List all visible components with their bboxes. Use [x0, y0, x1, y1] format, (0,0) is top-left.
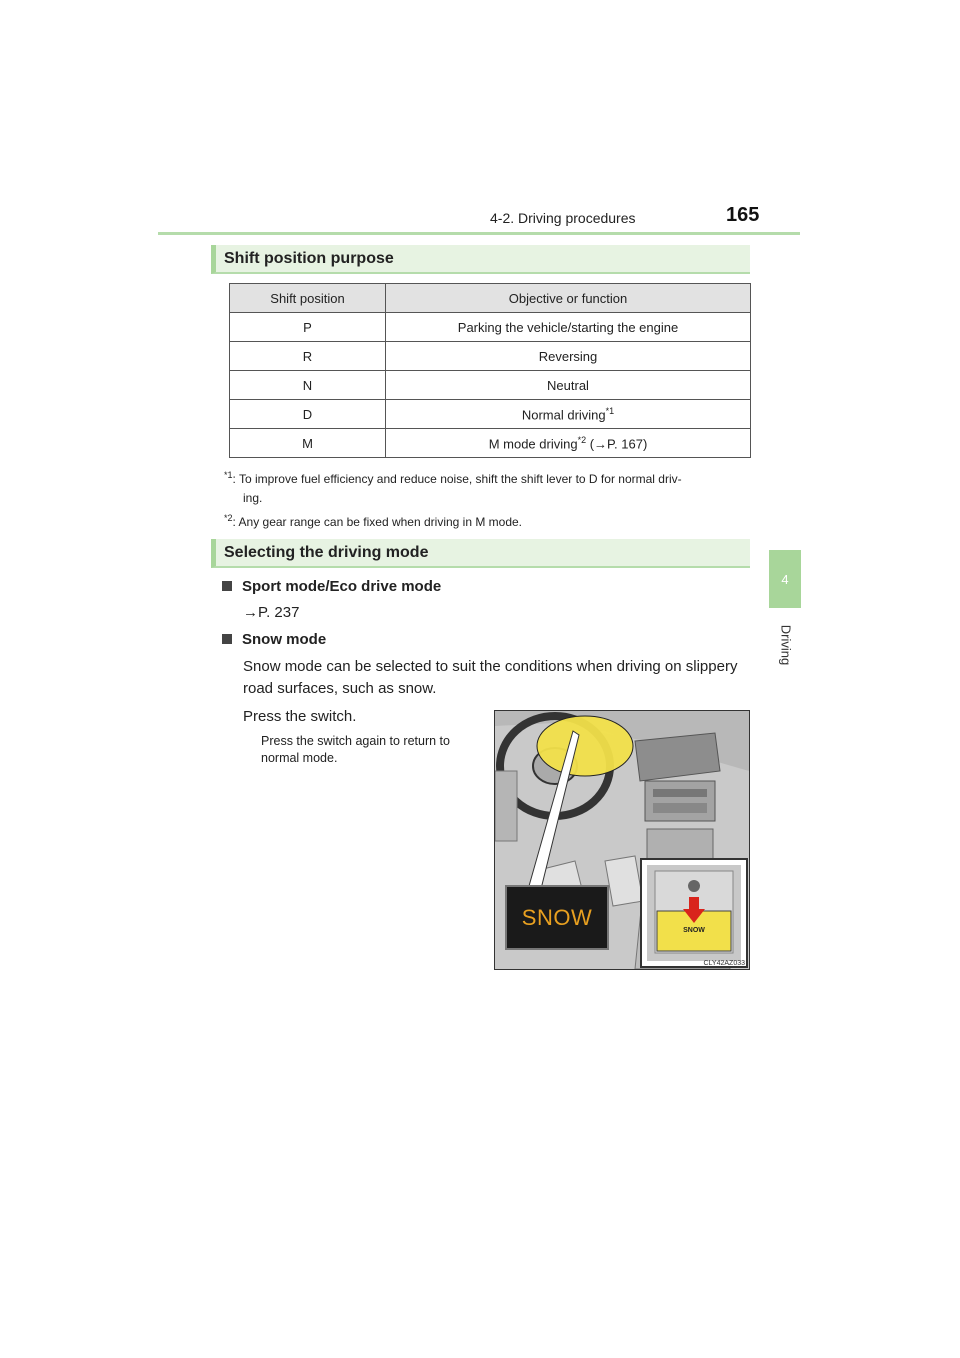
- column-header: Shift position: [230, 284, 386, 313]
- driving-mode-section-heading: [211, 539, 750, 568]
- shift-position-cell: P: [230, 313, 386, 342]
- page-number: 165: [726, 204, 760, 226]
- shift-position-cell: M: [230, 429, 386, 458]
- sport-mode-reference[interactable]: →P. 237: [243, 604, 300, 621]
- function-cell: Reversing: [386, 342, 751, 371]
- function-cell: M mode driving$^{*2}$ (→P. 167): [386, 429, 751, 458]
- table-row: [230, 400, 751, 429]
- footnote-2: [224, 509, 754, 532]
- chapter-label-text: Driving: [778, 624, 794, 666]
- shift-section-heading: [211, 245, 750, 274]
- table-row: [230, 371, 751, 400]
- shift-position-cell: N: [230, 371, 386, 400]
- footnote-text: : To improve fuel efficiency and reduce noise, shift the shift lever to D for normal driv-: [232, 472, 682, 486]
- footnote-1: [224, 466, 754, 508]
- table-row: [230, 342, 751, 371]
- page-reference[interactable]: (→P. 167): [586, 436, 648, 452]
- table-row: [230, 313, 751, 342]
- shift-position-cell: R: [230, 342, 386, 371]
- function-cell: Normal driving$^{*1}$: [386, 400, 751, 429]
- square-bullet-icon: [222, 634, 232, 644]
- footnote-continuation: ing.: [243, 491, 263, 505]
- snow-mode-instruction: Press the switch.: [243, 708, 357, 725]
- section-title: 4-2. Driving procedures: [490, 210, 636, 226]
- footnote-mark: *2: [224, 513, 233, 523]
- header-rule: [158, 232, 800, 235]
- sport-mode-heading: Sport mode/Eco drive mode: [222, 578, 441, 595]
- footnote-text: : Any gear range can be fixed when driving in M mode.: [232, 515, 523, 529]
- snow-switch-label: SNOW: [683, 927, 705, 934]
- figure-code: CLY42AZ033: [703, 960, 745, 967]
- function-cell: Parking the vehicle/starting the engine: [386, 313, 751, 342]
- shift-section-title: Shift position purpose: [224, 250, 394, 267]
- table-header-row: [230, 284, 751, 313]
- snow-mode-description: Snow mode can be selected to suit the conditions when driving on slippery road surfaces, such as snow.: [243, 658, 738, 697]
- shift-position-cell: D: [230, 400, 386, 429]
- chapter-tab[interactable]: [769, 550, 801, 608]
- chapter-label: [766, 620, 806, 670]
- snow-mode-note: Press the switch again to return to normal mode.: [261, 734, 450, 765]
- function-cell: Neutral: [386, 371, 751, 400]
- footnote-mark: *2: [577, 434, 587, 445]
- table-row: [230, 429, 751, 458]
- column-header: Objective or function: [386, 284, 751, 313]
- shift-position-table: [229, 283, 751, 458]
- driving-mode-section-title: Selecting the driving mode: [224, 544, 429, 561]
- snow-mode-heading: Snow mode: [222, 631, 326, 648]
- footnote-mark: *1: [605, 405, 615, 416]
- snow-display-text: SNOW: [521, 905, 593, 930]
- chapter-number: 4: [781, 571, 789, 587]
- snow-switch-illustration: [494, 710, 750, 970]
- footnote-mark: *1: [224, 470, 233, 480]
- square-bullet-icon: [222, 581, 232, 591]
